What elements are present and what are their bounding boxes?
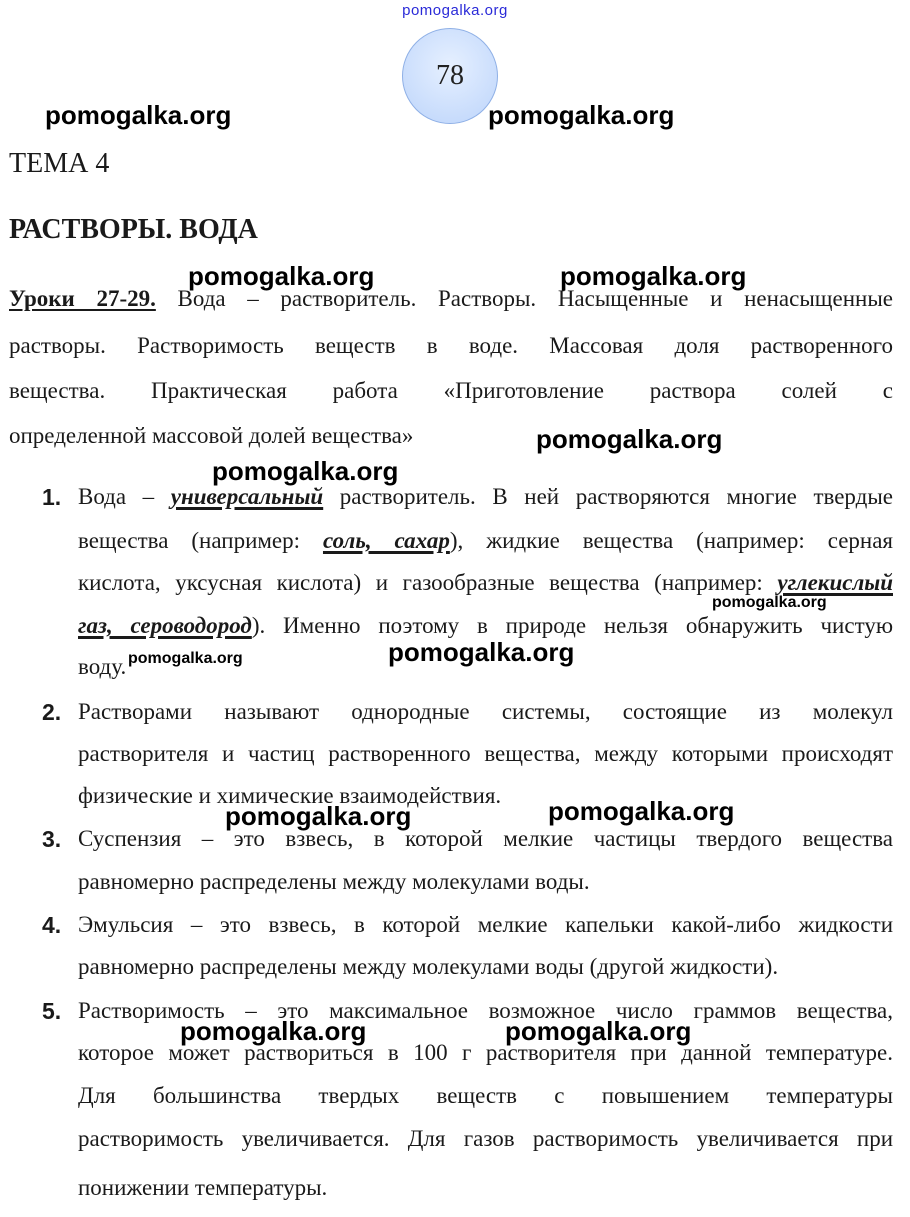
text-line <box>9 284 893 314</box>
text-segment: вещества (например: <box>78 528 323 553</box>
text-segment: понижении температуры. <box>78 1175 328 1200</box>
text-segment: равномерно распределены между молекулами воды (другой жидкости). <box>78 954 779 979</box>
topic-label: ТЕМА 4 <box>9 148 110 179</box>
text-line <box>78 910 893 940</box>
text-segment: Растворимость – это максимальное возможное число граммов вещества, <box>78 998 893 1023</box>
text-segment: растворитель. В ней растворяются многие твердые <box>323 484 893 509</box>
emphasized-term: газ, сероводород <box>78 613 252 638</box>
watermark: pomogalka.org <box>225 801 412 831</box>
text-line <box>78 697 893 727</box>
watermark: pomogalka.org <box>128 650 243 667</box>
text-segment: Вода – <box>78 484 171 509</box>
watermark: pomogalka.org <box>388 637 575 667</box>
watermark: pomogalka.org <box>180 1016 367 1046</box>
text-segment: растворы. Растворимость веществ в воде. Массовая доля растворенного <box>9 333 893 358</box>
text-line <box>78 1124 893 1154</box>
watermark: pomogalka.org <box>712 594 827 611</box>
emphasized-term: соль, сахар <box>322 528 450 553</box>
list-number: 1. <box>42 484 62 510</box>
text-line <box>78 1173 893 1203</box>
page-number: 78 <box>436 60 464 91</box>
text-line <box>78 952 893 982</box>
text-segment: растворителя и частиц растворенного вещества, между которыми происходят <box>78 741 893 766</box>
lessons-label: Уроки 27-29. <box>9 286 156 311</box>
text-segment: Эмульсия – это взвесь, в которой мелкие капельки какой-либо жидкости <box>78 912 893 937</box>
watermark: pomogalka.org <box>536 424 723 454</box>
watermark: pomogalka.org <box>212 456 399 486</box>
text-segment: которое может раствориться в 100 г растворителя при данной температуре. <box>78 1040 893 1065</box>
text-segment: растворимость увеличивается. Для газов растворимость увеличивается при <box>78 1126 893 1151</box>
text-segment: вещества. Практическая работа «Приготовление раствора солей с <box>9 378 893 403</box>
text-segment: ), жидкие вещества (например: серная <box>449 528 893 553</box>
emphasized-term: универсальный <box>170 484 324 509</box>
text-segment: физические и химические взаимодействия. <box>78 783 502 808</box>
text-line <box>78 781 893 811</box>
text-segment: определенной массовой долей вещества» <box>9 423 414 448</box>
text-line <box>78 526 893 556</box>
list-number: 2. <box>42 699 62 725</box>
list-number: 5. <box>42 998 62 1024</box>
page-number-badge <box>402 28 498 124</box>
text-line <box>9 421 893 451</box>
text-segment: кислота, уксусная кислота) и газообразные вещества (например: <box>78 570 778 595</box>
text-segment: Вода – растворитель. Растворы. Насыщенные и ненасыщенные <box>155 286 894 311</box>
text-line <box>78 482 893 512</box>
watermark: pomogalka.org <box>488 100 675 130</box>
text-segment: воду. <box>78 654 127 679</box>
watermark: pomogalka.org <box>560 261 747 291</box>
text-line <box>9 376 893 406</box>
text-segment: Растворами называют однородные системы, состоящие из молекул <box>78 699 893 724</box>
watermark: pomogalka.org <box>188 261 375 291</box>
watermark: pomogalka.org <box>45 100 232 130</box>
text-segment: Для большинства твердых веществ с повышением температуры <box>78 1083 893 1108</box>
text-segment: Суспензия – это взвесь, в которой мелкие частицы твердого вещества <box>78 826 893 851</box>
text-line <box>78 1081 893 1111</box>
site-watermark-top: pomogalka.org <box>402 2 508 19</box>
text-line <box>78 867 893 897</box>
text-line <box>78 739 893 769</box>
watermark: pomogalka.org <box>548 796 735 826</box>
text-segment: ). Именно поэтому в природе нельзя обнаружить чистую <box>251 613 893 638</box>
list-number: 4. <box>42 912 62 938</box>
text-line <box>78 824 893 854</box>
list-number: 3. <box>42 826 62 852</box>
watermark: pomogalka.org <box>505 1016 692 1046</box>
text-segment: равномерно распределены между молекулами воды. <box>78 869 590 894</box>
emphasized-term: углекислый <box>777 570 893 595</box>
text-line <box>9 331 893 361</box>
page-title: РАСТВОРЫ. ВОДА <box>9 214 258 245</box>
